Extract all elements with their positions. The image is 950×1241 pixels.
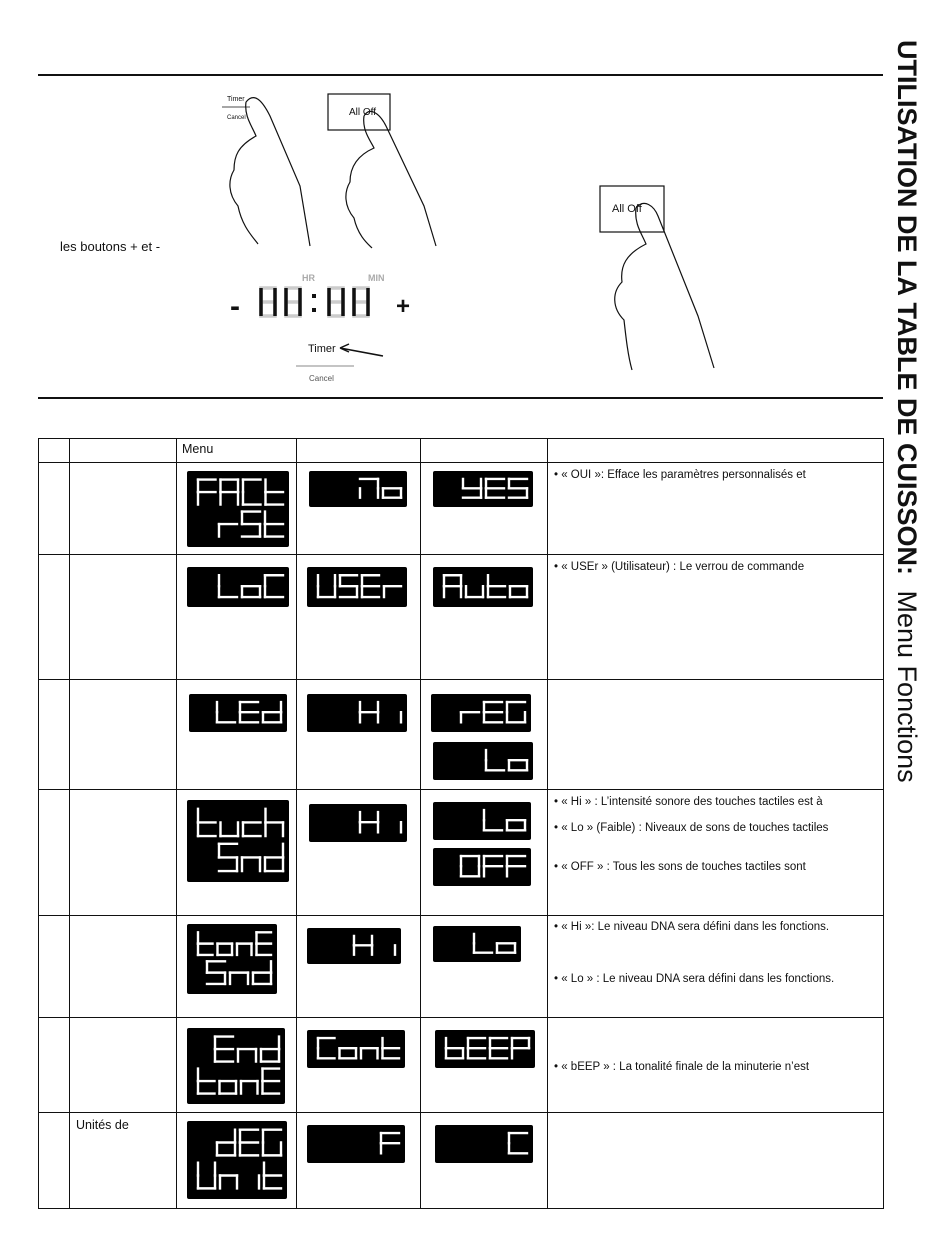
lcd-word <box>381 1133 399 1153</box>
minus-button: - <box>230 290 240 323</box>
table-row <box>39 1113 884 1209</box>
side-title <box>888 40 948 920</box>
note-hi: • « Hi » : L’intensité sonore des touches tactiles est à <box>554 796 823 808</box>
lcd-lo-2 <box>433 802 531 840</box>
lcd-word <box>219 575 283 597</box>
lcd-word <box>461 856 525 876</box>
lcd-word <box>198 1069 279 1094</box>
lcd-fact-rst <box>187 471 289 547</box>
cancel-label: Cancel <box>309 374 334 383</box>
note-user: • « USEr » (Utilisateur) : Le verrou de commande <box>554 561 805 573</box>
lcd-hi-2 <box>309 804 407 842</box>
lcd-word <box>474 934 515 953</box>
lcd-c <box>435 1125 533 1163</box>
lcd-f <box>307 1125 405 1163</box>
plus-button: + <box>396 293 411 320</box>
side-title-normal: Menu Fonctions <box>892 590 922 783</box>
note-oui: • « OUI »: Efface les paramètres personnalisés et <box>554 469 806 481</box>
hand-2 <box>346 111 436 248</box>
note-off: • « OFF » : Tous les sons de touches tactiles sont <box>554 861 806 873</box>
header-menu: Menu <box>182 442 214 456</box>
table-row <box>39 680 884 790</box>
lcd-word <box>509 1133 527 1153</box>
alloff-label-1: All Off <box>349 107 377 118</box>
arrow <box>340 344 383 356</box>
table-row <box>39 790 884 916</box>
side-title-bold: UTILISATION DE LA TABLE DE CUISSON: <box>892 40 922 575</box>
lcd-word <box>318 575 401 597</box>
lcd-cont <box>307 1030 405 1068</box>
lcd-word <box>198 809 283 836</box>
lcd-word <box>219 512 283 537</box>
lcd-user <box>307 567 407 607</box>
lcd-off <box>433 848 531 886</box>
lcd-no <box>309 471 407 507</box>
lcd-word <box>207 961 271 984</box>
hands-illustration <box>38 76 883 396</box>
lcd-word <box>360 702 401 722</box>
lcd-hi <box>307 694 407 732</box>
lcd-word <box>360 812 401 832</box>
table-row <box>39 555 884 680</box>
timer-digits <box>261 288 368 316</box>
note-dna-lo: • « Lo » : Le niveau DNA sera défini dans les fonctions. <box>554 973 835 985</box>
note-lo: • « Lo » (Faible) : Niveaux de sons de touches tactiles <box>554 822 829 834</box>
lcd-beep <box>435 1030 535 1068</box>
row-label-unites: Unités de <box>76 1118 129 1132</box>
lcd-word <box>486 750 527 770</box>
lcd-reg <box>431 694 531 732</box>
table-row <box>39 916 884 1018</box>
lcd-loc <box>187 567 289 607</box>
table-header <box>39 439 884 463</box>
lcd-word <box>444 575 527 597</box>
lcd-word <box>198 932 271 955</box>
instruction-text: les boutons + et - <box>60 239 161 254</box>
illustration <box>38 76 883 396</box>
lcd-word <box>461 702 525 722</box>
note-dna-hi: • « Hi »: Le niveau DNA sera défini dans les fonctions. <box>554 921 830 933</box>
menu-table <box>38 438 884 1209</box>
lcd-deg-unit <box>187 1121 287 1199</box>
table-row <box>39 463 884 555</box>
lcd-word <box>198 1163 281 1189</box>
lcd-lo-3 <box>433 926 521 962</box>
min-label: MIN <box>368 273 385 283</box>
hr-label: HR <box>302 273 315 283</box>
lcd-hi-3 <box>307 928 401 964</box>
lcd-tone-snd <box>187 924 277 994</box>
lcd-auto <box>433 567 533 607</box>
alloff-label-2: All Off <box>612 203 642 215</box>
lcd-word <box>360 479 401 498</box>
small-cancel-label: Cancel <box>227 115 246 121</box>
lcd-word <box>217 1130 281 1156</box>
lcd-yes <box>433 471 533 507</box>
lcd-led <box>189 694 287 732</box>
small-timer-label: Timer <box>227 96 245 103</box>
note-beep: • « bEEP » : La tonalité finale de la minuterie n’est <box>554 1061 810 1073</box>
lcd-word <box>198 480 283 505</box>
lcd-word <box>219 844 283 871</box>
middle-rule <box>38 397 883 399</box>
lcd-tuch-snd <box>187 800 289 882</box>
lcd-word <box>484 810 525 830</box>
lcd-word <box>354 936 395 955</box>
timer-label: Timer <box>308 343 336 355</box>
lcd-word <box>463 479 527 498</box>
lcd-word <box>217 702 281 722</box>
lcd-word <box>318 1038 399 1058</box>
lcd-lo <box>433 742 533 780</box>
table-row <box>39 1018 884 1113</box>
lcd-word <box>446 1038 529 1058</box>
lcd-end-tone <box>187 1028 285 1104</box>
lcd-word <box>215 1037 279 1062</box>
svg-text:UTILISATION DE LA TABLE DE CUI <box>892 40 922 783</box>
